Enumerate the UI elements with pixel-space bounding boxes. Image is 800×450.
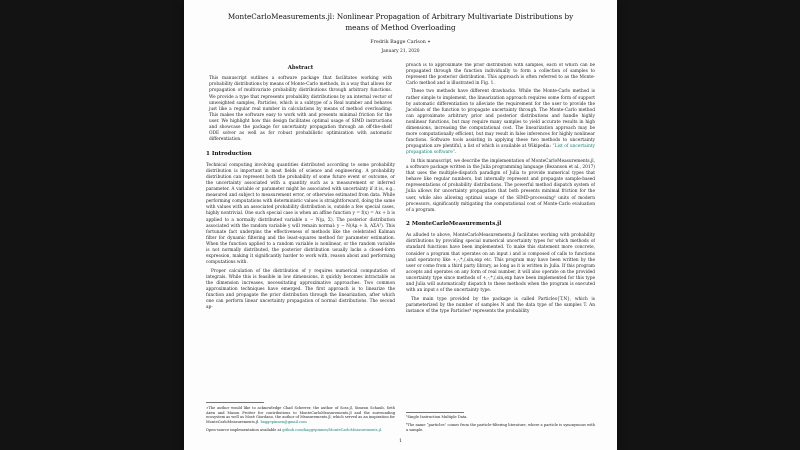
footnote-text: Open-source implementation available at [206, 427, 283, 432]
paper-page [184, 0, 617, 450]
paragraph: The main type provided by the package is called Particles{T,N}, which is parameterized by the number of samples N and the data type of the samples T. An instance of the type Particles⁴ represents the probability [406, 296, 595, 314]
footnote [206, 428, 395, 433]
page-number: 1 [399, 439, 402, 444]
wikipedia-link[interactable]: “List of uncertainty propagation software” [406, 144, 595, 156]
footnote-text: ∗The author would like to acknowledge Chad Scherrer, the author of Soss.jl, Simeon Schaub, Seth Axen and Mason Protter for contributions to MonteCarloMeasurements.jl and the surrounding ecosystem as well as Mosè Giordano, the author of Measurements.jl, which served as an inspiration for MonteCarloMeasurements.jl. [206, 405, 395, 425]
footnote: ⁴The name “particles” comes from the particle-filtering literature, where a particle is synonymous with a sample. [406, 422, 595, 432]
paragraph-text: . [454, 150, 457, 156]
paragraph [406, 89, 595, 156]
paragraph: proach is to approximate the prior distribution with samples, each of which can be propagated through the function individually to form a collection of samples to represent the posterior distribution. This approach is often referred to as the Monte-Carlo method and is illustrated in Fig. 1. [406, 62, 595, 86]
paragraph-text: These two methods have different drawbacks. While the Monte-Carlo method is rather simple to implement, the linearization approach requires some form of support by automatic differentiation to alleviate the requirement for the user to provide the Jacobian of the function to propagate uncertainty through. The Monte-Carlo method can approximate arbitrary prior and posterior distributions and handle highly nonlinear functions, but may require many samples to yield accurate results in high dimensions, increasing the computational cost. The linearization approach may be more computationally efficient, but may result in false inferences for highly nonlinear functions. Software tools assisting in applying these two methods to uncertainty propagation are plentiful, a list of which is available at Wikipedia: [406, 89, 595, 150]
paragraph: In this manuscript, we describe the implementation of MonteCarloMeasurements.jl, a software package written in the Julia programming language (Bezanson et al., 2017) that uses the multiple-dispatch paradigm of Julia to provide numerical types that behave like regular numbers, but internally represent and propagate sample-based representations of probability distributions. The powerful method dispatch system of Julia allows for uncertainty propagation that both presents minimal friction for the user, while also allowing optimal usage of the SIMD-processing³ units of modern processors, significantly mitigating the computational cost of Monte-Carlo evaluation of a program. [406, 159, 595, 213]
left-column [206, 63, 395, 435]
abstract-heading: Abstract [287, 64, 314, 71]
section-2-heading: 2 MonteCarloMeasurements.jl [406, 221, 502, 228]
left-footnotes [206, 399, 395, 435]
footnote: ³Single Instruction Multiple Data. [406, 415, 468, 420]
paragraph: As alluded to above, MonteCarloMeasurements.jl facilitates working with probability distributions by providing special numerical uncertainty types for which methods of standard functions have been implemented. To make this statement more concrete, consider a program that operates on an input i and is composed of calls to functions (and operators) like +,-,*,/,sin,exp etc. This program may have been written by the user or come from a third party library, as long as it is written in Julia. If this program accepts and operates on any form of real number, it will also operate on the provided uncertainty type since methods of +,-,*,/,sin,exp have been implemented for this type and Julia will automatically dispatch to these methods when the program is executed with an input s of the uncertainty type. [406, 233, 595, 294]
abstract-text: This manuscript outlines a software package that facilitates working with probability distributions by means of Monte-Carlo methods, in a way that allows for propagation of multivariate probability distributions through arbitrary functions. We provide a type that represents probability distributions by an internal vector of unweighted samples, Particles, which is a subtype of a Real number and behaves just like a regular real number in calculations by means of method overloading. This makes the software easy to work with and presents minimal friction for the user. We highlight how this design facilitates optimal usage of SIMD instructions and showcase the package for uncertainty propagation through an off-the-shelf ODE solver as well as for robust probabilistic optimization with automatic differentiation. [209, 76, 392, 143]
paragraph: Technical computing involving quantities distributed according to some probability distribution is important in most fields of science and engineering. A probability distribution can represent both the probability of some future event or outcome, or the uncertainty associated with a quantity such as a measurement or inferred parameter. A variable or parameter might be associated with uncertainty if it is, e.g., measured and subject to measurement error, or otherwise estimated from data. While performing computations with deterministic values is straightforward, doing the same with values with an associated probability distribution is, outside a few special cases, highly nontrivial. One such special case is when an affine function y = f(x) = Ax + b is applied to a normally distributed variable x ∼ N(μ, Σ). The posterior distribution associated with the random variable y will remain normal: y ∼ N(Aμ + b, AΣAᵀ). This fortunate fact underpins the effectiveness of methods like the celebrated Kalman filter for dynamic filtering and the least-squares method for parameter estimation. When the function applied to a random variable is nonlinear, or the random variable is not normally distributed, the posterior distribution usually lacks a closed-form expression, making it significantly harder to work with, reason about and performing computations with. [206, 162, 395, 266]
section-1-heading: 1 Introduction [206, 150, 252, 157]
footnote-rule [406, 412, 464, 413]
github-link[interactable]: github.com/baggepinnen/MonteCarloMeasurements.jl [282, 427, 382, 432]
paper-date: January 21, 2020 [381, 48, 420, 54]
paper-title: MonteCarloMeasurements.jl: Nonlinear Propagation of Arbitrary Multivariate Distributions by means of Method Overloading [227, 12, 574, 32]
footnote-text: . [381, 427, 383, 432]
right-column [406, 63, 595, 435]
email-link[interactable]: baggepinnen@gmail.com [260, 420, 307, 425]
footnote-rule [206, 402, 264, 403]
footnote [206, 406, 395, 425]
right-footnotes [406, 409, 595, 435]
paragraph: Proper calculation of the distribution of y requires numerical computation of integrals. While this is feasible in low dimensions, it quickly becomes intractable as the dimension increases, necessitating approximative approaches. Two common approximation techniques have emerged. The first approach is to linearize the function and propagate the prior distribution through the linearization, after which one can perform linear uncertainty propagation of normal distributions. The second ap- [206, 268, 395, 311]
paper-author: Fredrik Bagge Carlson ∗ [370, 39, 431, 45]
two-column-body [206, 63, 595, 435]
